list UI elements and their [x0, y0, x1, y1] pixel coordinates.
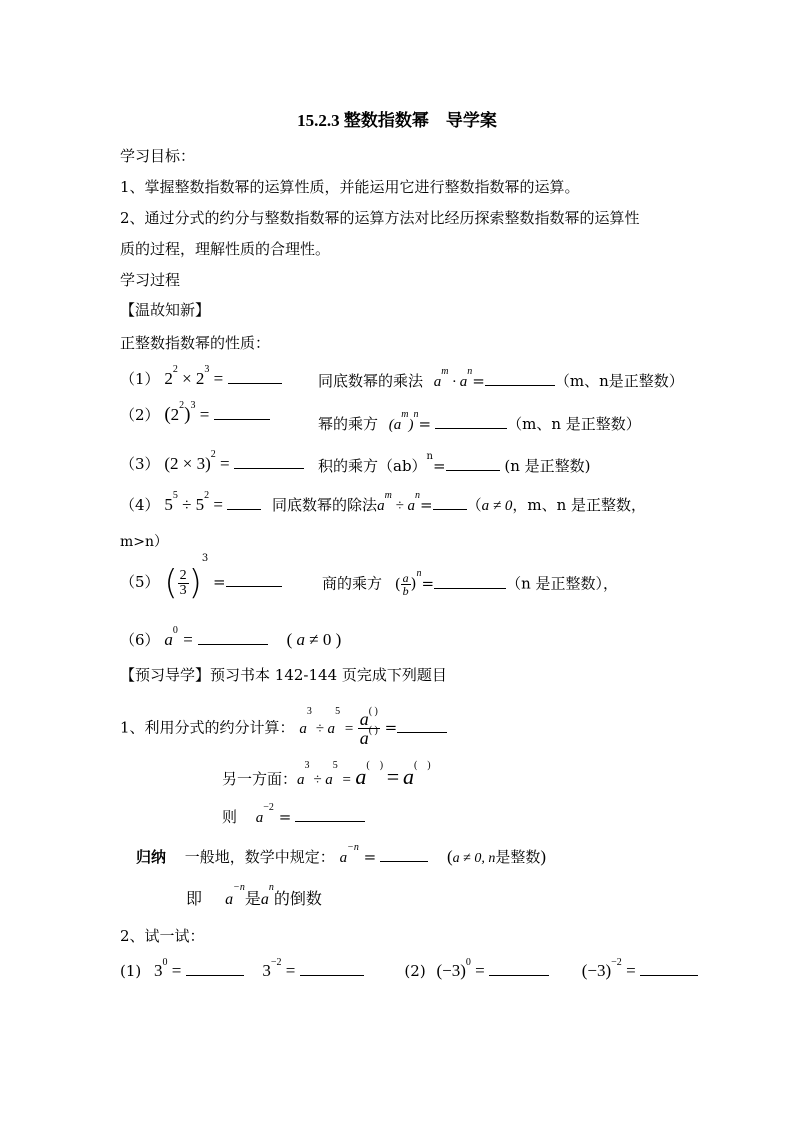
- property-2-desc: 幂的乘方: [318, 415, 379, 433]
- reciprocal-expr-2: $a^n$: [260, 882, 274, 908]
- try-2b-expr: $(-3)^{-2}$ =: [581, 957, 640, 980]
- reciprocal-row: [186, 882, 322, 909]
- other-hand: [222, 760, 431, 790]
- property-5: （5） ( $\frac{2}{3}$ )$^3$ =: [120, 568, 282, 598]
- try-2b-blank[interactable]: [640, 961, 698, 976]
- property-6-cond: ( a ≠ 0 ): [286, 630, 342, 649]
- property-1-formula: $a^m \cdot a^n$: [433, 366, 473, 390]
- property-6: [120, 625, 342, 650]
- question-1: 1、利用分式的约分计算： $a^3 \div a^5$ = $\frac{a^{( )}}{a^{( )}}$ =: [120, 710, 447, 747]
- try-2a-blank[interactable]: [489, 961, 549, 976]
- try-1b-expr: $3^{-2}$ =: [262, 957, 300, 980]
- then-expr: $a^{-2}$: [255, 802, 274, 826]
- preview-heading: 【预习导学】: [120, 666, 211, 684]
- property-1-cond: （m、n是正整数）: [554, 372, 684, 390]
- property-5-answer-blank[interactable]: [226, 572, 282, 587]
- try-2-label: (2): [404, 962, 426, 980]
- reciprocal-expr-1: $a^{-n}$: [225, 882, 245, 908]
- property-4-rule-blank[interactable]: [433, 495, 467, 510]
- question-1-text: 1、利用分式的约分计算：: [120, 718, 295, 737]
- property-1-desc: 同底数幂的乘法: [318, 372, 424, 390]
- property-6-label: （6）: [120, 631, 160, 649]
- property-3-desc: 积的乘方（ab）: [318, 457, 427, 475]
- question-1-fraction: $\frac{a^{( )}}{a^{( )}}$: [359, 706, 378, 748]
- property-3: [120, 449, 304, 474]
- reciprocal-label: 的倒数: [273, 889, 322, 908]
- property-5-fraction: $\frac{2}{3}$: [179, 567, 187, 598]
- property-1-label: （1）: [120, 370, 160, 388]
- property-5-label: （5）: [120, 573, 160, 591]
- property-2-answer-blank[interactable]: [214, 405, 270, 420]
- page-title: 15.2.3 整数指数幂 导学案: [297, 111, 497, 130]
- property-5-rule-blank[interactable]: [434, 574, 506, 589]
- then-row: 则 $a^{-2}$ =: [222, 806, 365, 827]
- goal-item-2-line-2: 质的过程，理解性质的合理性。: [120, 240, 331, 258]
- preview-row: [120, 664, 447, 685]
- property-3-expr: $(2 \times 3)^2$ =: [164, 449, 234, 473]
- property-1-expr: $2^2 \times 2^3$ =: [164, 364, 228, 388]
- property-2-cond: （m、n 是正整数）: [507, 415, 641, 433]
- other-hand-expr: $a^3 \div a^5 = a^{( )} = a^{( )}$: [297, 760, 431, 789]
- goal-item-1: 1、掌握整数指数幂的运算性质，并能运用它进行整数指数幂的运算。: [120, 178, 580, 196]
- property-5-cond: （n 是正整数），: [506, 574, 619, 593]
- summary-expr: $a^{-n}$: [339, 842, 359, 866]
- question-1-answer-blank[interactable]: [397, 718, 447, 733]
- try-1a-blank[interactable]: [186, 961, 244, 976]
- try-1-label: (1): [120, 962, 142, 980]
- review-heading: 【温故知新】: [120, 301, 211, 319]
- property-3-cond: (n 是正整数): [504, 457, 591, 475]
- property-6-answer-blank[interactable]: [198, 630, 268, 645]
- try-row: [120, 957, 698, 981]
- property-2-label: （2）: [120, 406, 160, 424]
- property-3-answer-blank[interactable]: [234, 454, 304, 469]
- property-4-cond-cont: m>n）: [120, 534, 169, 550]
- then-answer-blank[interactable]: [295, 807, 365, 822]
- property-4-expr: $5^5 \div 5^2$ =: [164, 490, 228, 514]
- review-intro: 正整数指数幂的性质：: [120, 334, 271, 352]
- property-4: （4） $5^5 \div 5^2$ = 同底数幂的除法$a^m \div a^n= (a \ne 0$，m、n 是正整数，: [120, 490, 647, 514]
- property-4-formula: $a^m \div a^n$: [377, 490, 421, 514]
- try-1b-blank[interactable]: [300, 961, 364, 976]
- then-label: 则: [222, 808, 238, 826]
- property-6-expr: $a^0$ =: [164, 625, 198, 649]
- property-2: [120, 400, 270, 426]
- property-3-rule-blank[interactable]: [446, 456, 500, 471]
- property-4-nonzero: a ≠ 0: [481, 498, 513, 514]
- property-3-label: （3）: [120, 455, 160, 473]
- summary-answer-blank[interactable]: [380, 847, 428, 862]
- preview-text: 预习书本 142-144 页完成下列题目: [210, 666, 447, 684]
- property-2-rule-blank[interactable]: [435, 414, 507, 429]
- property-4-desc: 同底数幂的除法: [272, 496, 378, 514]
- property-2-expr: $(2^2)^3$ =: [164, 400, 214, 425]
- property-2-formula: $(a^m)^n$: [388, 409, 419, 433]
- summary-cond: (a ≠ 0, n是整数): [446, 847, 547, 866]
- property-5-rule: 商的乘方 ( $\frac{a}{b}$ )$^n$= （n 是正整数），: [322, 568, 619, 598]
- property-1-rule: 同底数幂的乘法 $a^m \cdot a^n= (m$、n是正整数）: [318, 366, 684, 390]
- goal-item-2-line-1: 2、通过分式的约分与整数指数幂的运算方法对比经历探索整数指数幂的运算性: [120, 209, 640, 227]
- summary-row: 归纳 一般地，数学中规定： $a^{-n} = (a \ne 0$, n是整数): [136, 842, 547, 866]
- property-1: [120, 364, 282, 389]
- property-1-rule-blank[interactable]: [485, 371, 555, 386]
- summary-text: 一般地，数学中规定：: [184, 848, 335, 866]
- property-4-label: （4）: [120, 496, 160, 514]
- property-1-answer-blank[interactable]: [228, 369, 282, 384]
- summary-label: 归纳: [136, 848, 167, 866]
- try-2a-expr: $(-3)^0$ =: [436, 957, 489, 980]
- try-1a-expr: $3^0$ =: [154, 957, 186, 980]
- goals-heading: 学习目标：: [120, 147, 196, 165]
- property-5-desc: 商的乘方: [322, 574, 383, 593]
- other-hand-label: 另一方面：: [222, 770, 298, 788]
- property-4-answer-blank[interactable]: [227, 495, 261, 510]
- property-3-rule: 积的乘方（ab）$^n$= (n 是正整数): [318, 451, 591, 475]
- ji-label: 即: [186, 889, 203, 908]
- question-2: 2、试一试：: [120, 927, 205, 945]
- is-label: 是: [244, 889, 261, 908]
- process-heading: 学习过程: [120, 271, 181, 289]
- property-2-rule: 幂的乘方 $(a^m)^n= (m$、n 是正整数）: [318, 409, 641, 433]
- property-5-formula: $\frac{a}{b}$: [402, 571, 409, 598]
- question-1-expr: $a^3 \div a^5$ =: [299, 706, 358, 737]
- property-4-cond: ，m、n 是正整数，: [512, 496, 647, 514]
